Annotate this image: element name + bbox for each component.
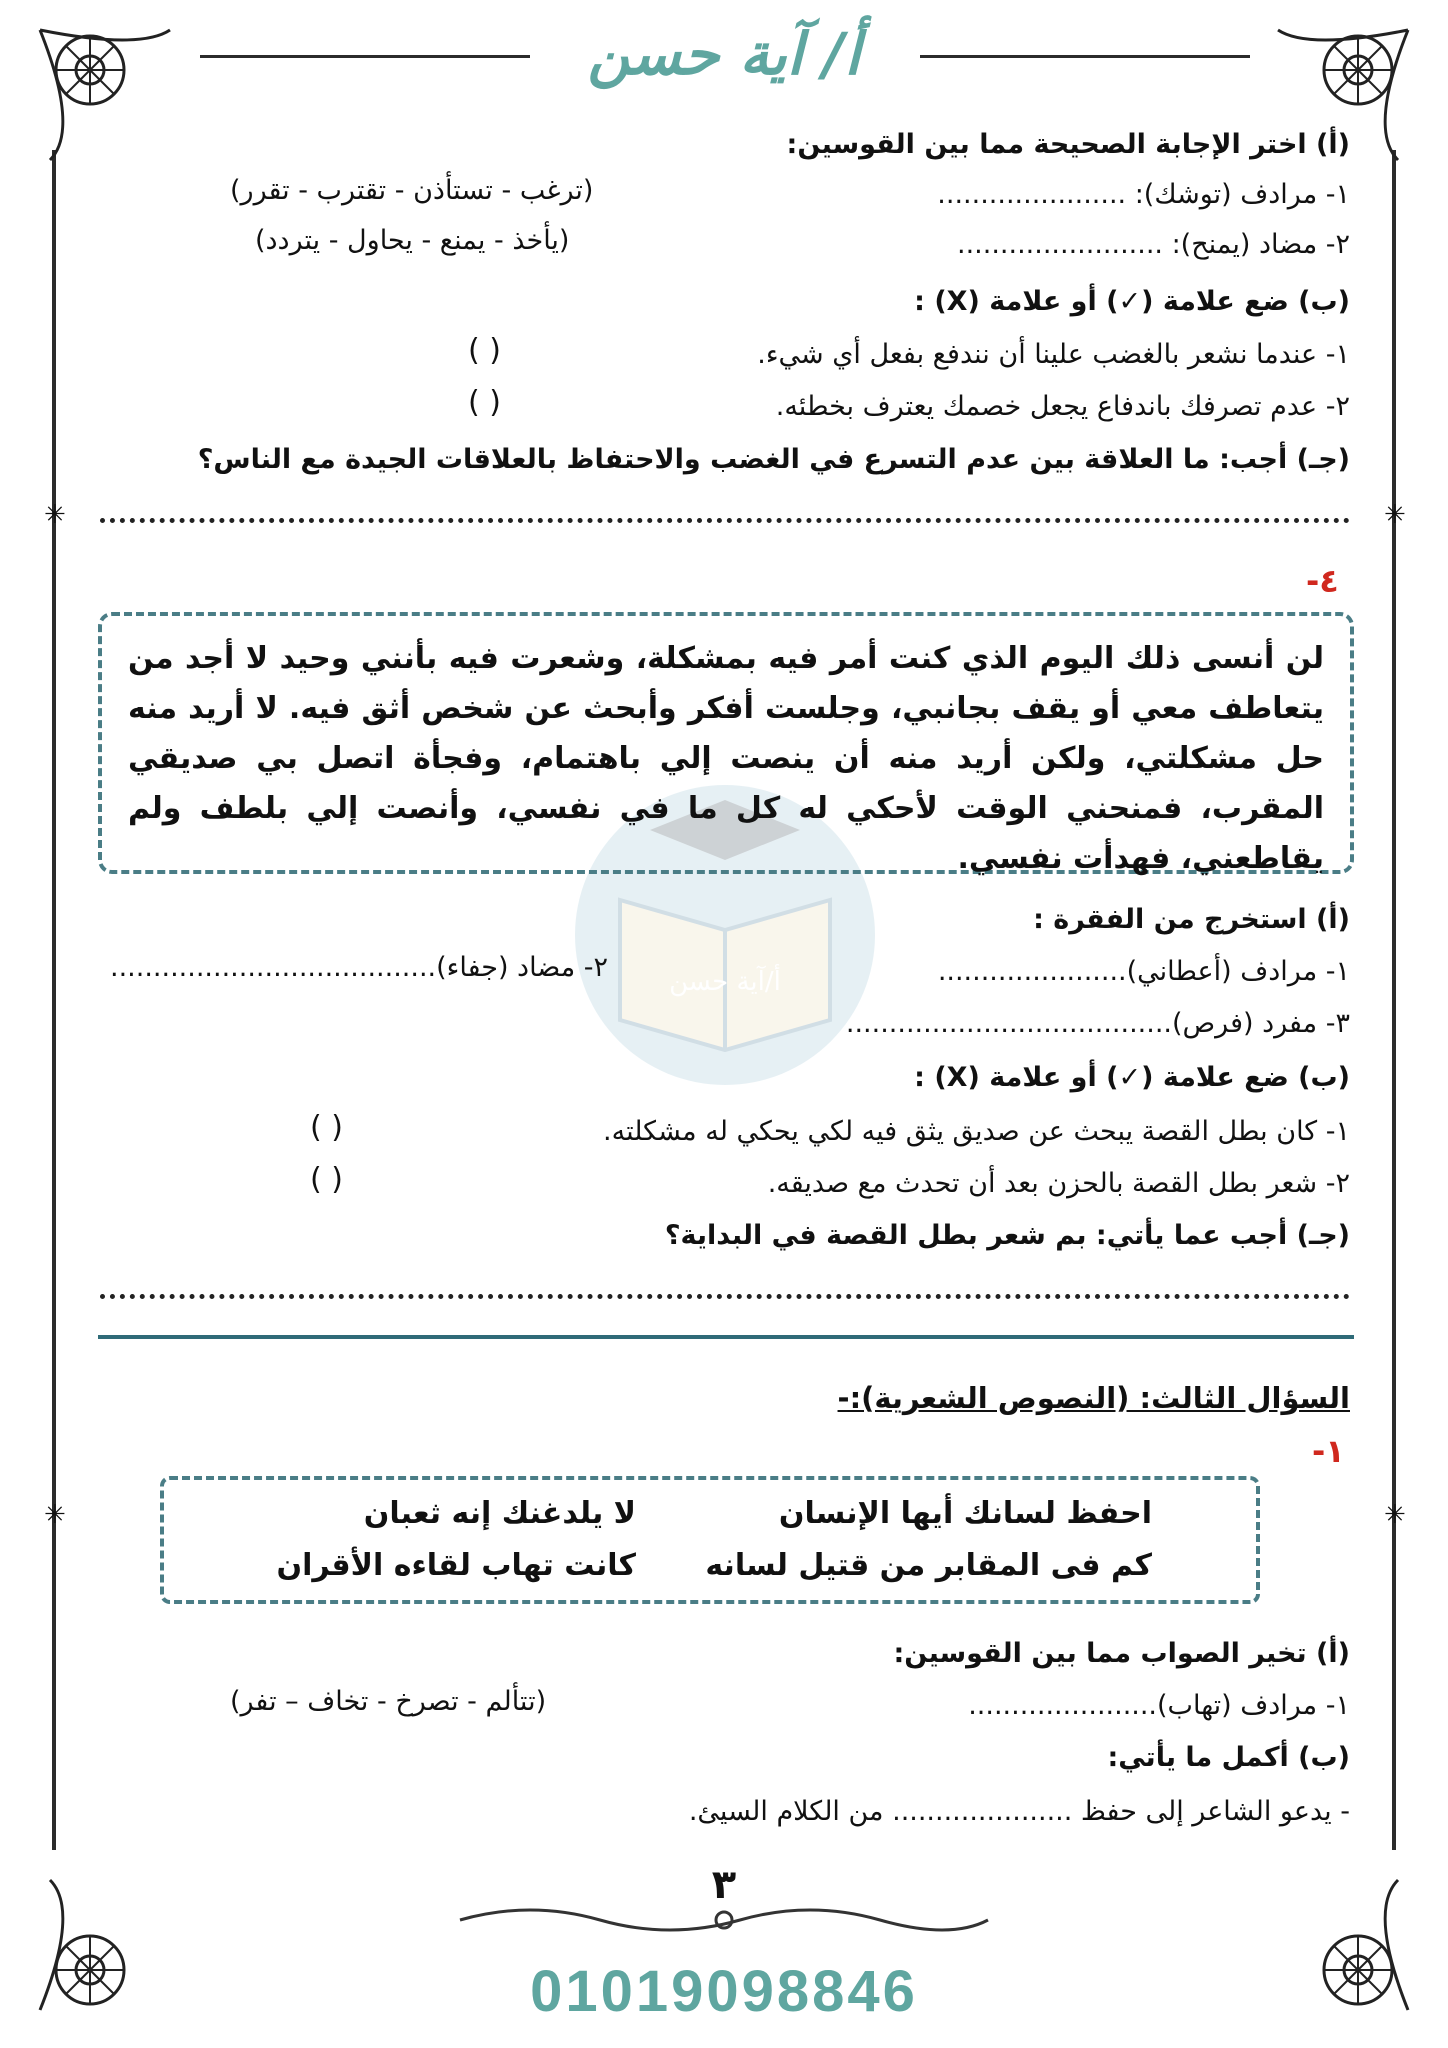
reading-passage: لن أنسى ذلك اليوم الذي كنت أمر فيه بمشكلة، وشعرت فيه بأنني وحيد لا أجد من يتعاطف معي أو يقف بجانبي، وجلست أفكر وأبحث عن شخص أثق فيه. لا أريد منه حل مشكلتي، ولكن أريد منه أن ينصت إلي باهتمام، وفجأة اتصل بي صديقي المقرب، فمنحني الوقت لأحكي له كل ما في نفسي، وأنصت إلي بلطف ولم يقاطعني، فهدأت نفسي. [98,612,1354,874]
flourish-icon: ✳ [1384,500,1406,530]
footer-flourish-icon [450,1900,998,1940]
answer-paren-box[interactable]: ( ) [468,333,501,368]
answer-paren-box[interactable]: ( ) [310,1110,343,1145]
section-a-antonym-item: ٢- مضاد (يمنح): ........................ [957,229,1350,260]
section-3-synonym-item: ١- مرادف (تهاب)...................... [968,1690,1350,1721]
flourish-icon: ✳ [1384,1500,1406,1530]
section-4-tf-item-1: ١- كان بطل القصة يبحث عن صديق يثق فيه لكي يحكي له مشكلته. [603,1116,1350,1147]
flourish-icon: ✳ [44,1500,66,1530]
answer-dotted-line[interactable] [100,512,1350,523]
poem-line-2-right: كم فى المقابر من قتيل لسانه [705,1548,1152,1583]
phone-number: 01019098846 [530,1959,918,2024]
section-4-antonym-item: ٢- مضاد (جفاء)...................................... [110,952,609,983]
answer-paren-box[interactable]: ( ) [310,1162,343,1197]
frame-left-line [52,150,56,1850]
section-4-singular-item: ٣- مفرد (فرص)...................................... [845,1008,1350,1039]
section-a-question-a-title: (أ) اختر الإجابة الصحيحة مما بين القوسين: [786,129,1350,160]
section-a-question-b-title: (ب) ضع علامة (✓) أو علامة (X) : [914,286,1350,317]
question-number: ١- [1312,1432,1345,1470]
section-3-question-a-title: (أ) تخير الصواب مما بين القوسين: [893,1638,1350,1669]
section-a-question-c: (جـ) أجب: ما العلاقة بين عدم التسرع في الغضب والاحتفاظ بالعلاقات الجيدة مع الناس؟ [197,444,1350,475]
section-3-title: السؤال الثالث: (النصوص الشعرية):- [837,1381,1350,1415]
poem-line-1-right: احفظ لسانك أيها الإنسان [778,1496,1152,1531]
poem-box [160,1476,1260,1604]
section-4-tf-item-2: ٢- شعر بطل القصة بالحزن بعد أن تحدث مع صديقه. [767,1168,1350,1199]
section-a-antonym-options: (يأخذ - يمنع - يحاول - يتردد) [255,225,570,256]
section-4-question-b-title: (ب) ضع علامة (✓) أو علامة (X) : [914,1062,1350,1093]
section-3-question-b-title: (ب) أكمل ما يأتي: [1107,1742,1350,1773]
frame-right-line [1392,150,1396,1850]
section-a-synonym-item: ١- مرادف (توشك): ...................... [937,179,1350,210]
watermark-text: أ/آية حسن [669,967,781,997]
section-4-question-c: (جـ) أجب عما يأتي: بم شعر بطل القصة في البداية؟ [664,1220,1350,1251]
section-4-synonym-item: ١- مرادف (أعطاني)...................... [937,956,1350,987]
section-3-complete-item: - يدعو الشاعر إلى حفظ ..................... من الكلام السيئ. [688,1796,1350,1827]
section-4-question-a-title: (أ) استخرج من الفقرة : [1033,904,1350,935]
section-3-synonym-options: (تتألم - تصرخ - تخاف – تفر) [230,1686,547,1717]
question-number: ٤- [1306,562,1339,600]
section-a-tf-item-2: ٢- عدم تصرفك باندفاع يجعل خصمك يعترف بخطئه. [775,391,1350,422]
section-divider [98,1335,1354,1339]
teacher-name-title: أ/ آية حسن [587,20,861,88]
answer-paren-box[interactable]: ( ) [468,385,501,420]
section-a-synonym-options: (ترغب - تستأذن - تقترب - تقرر) [230,175,594,206]
section-a-tf-item-1: ١- عندما نشعر بالغضب علينا أن نندفع بفعل أي شيء. [757,339,1350,370]
answer-dotted-line[interactable] [100,1288,1350,1299]
flourish-icon: ✳ [44,500,66,530]
poem-line-1-left: لا يلدغنك إنه ثعبان [363,1496,636,1531]
page-number: ٣ [711,1862,737,1908]
poem-line-2-left: كانت تهاب لقاءه الأقران [276,1548,636,1583]
